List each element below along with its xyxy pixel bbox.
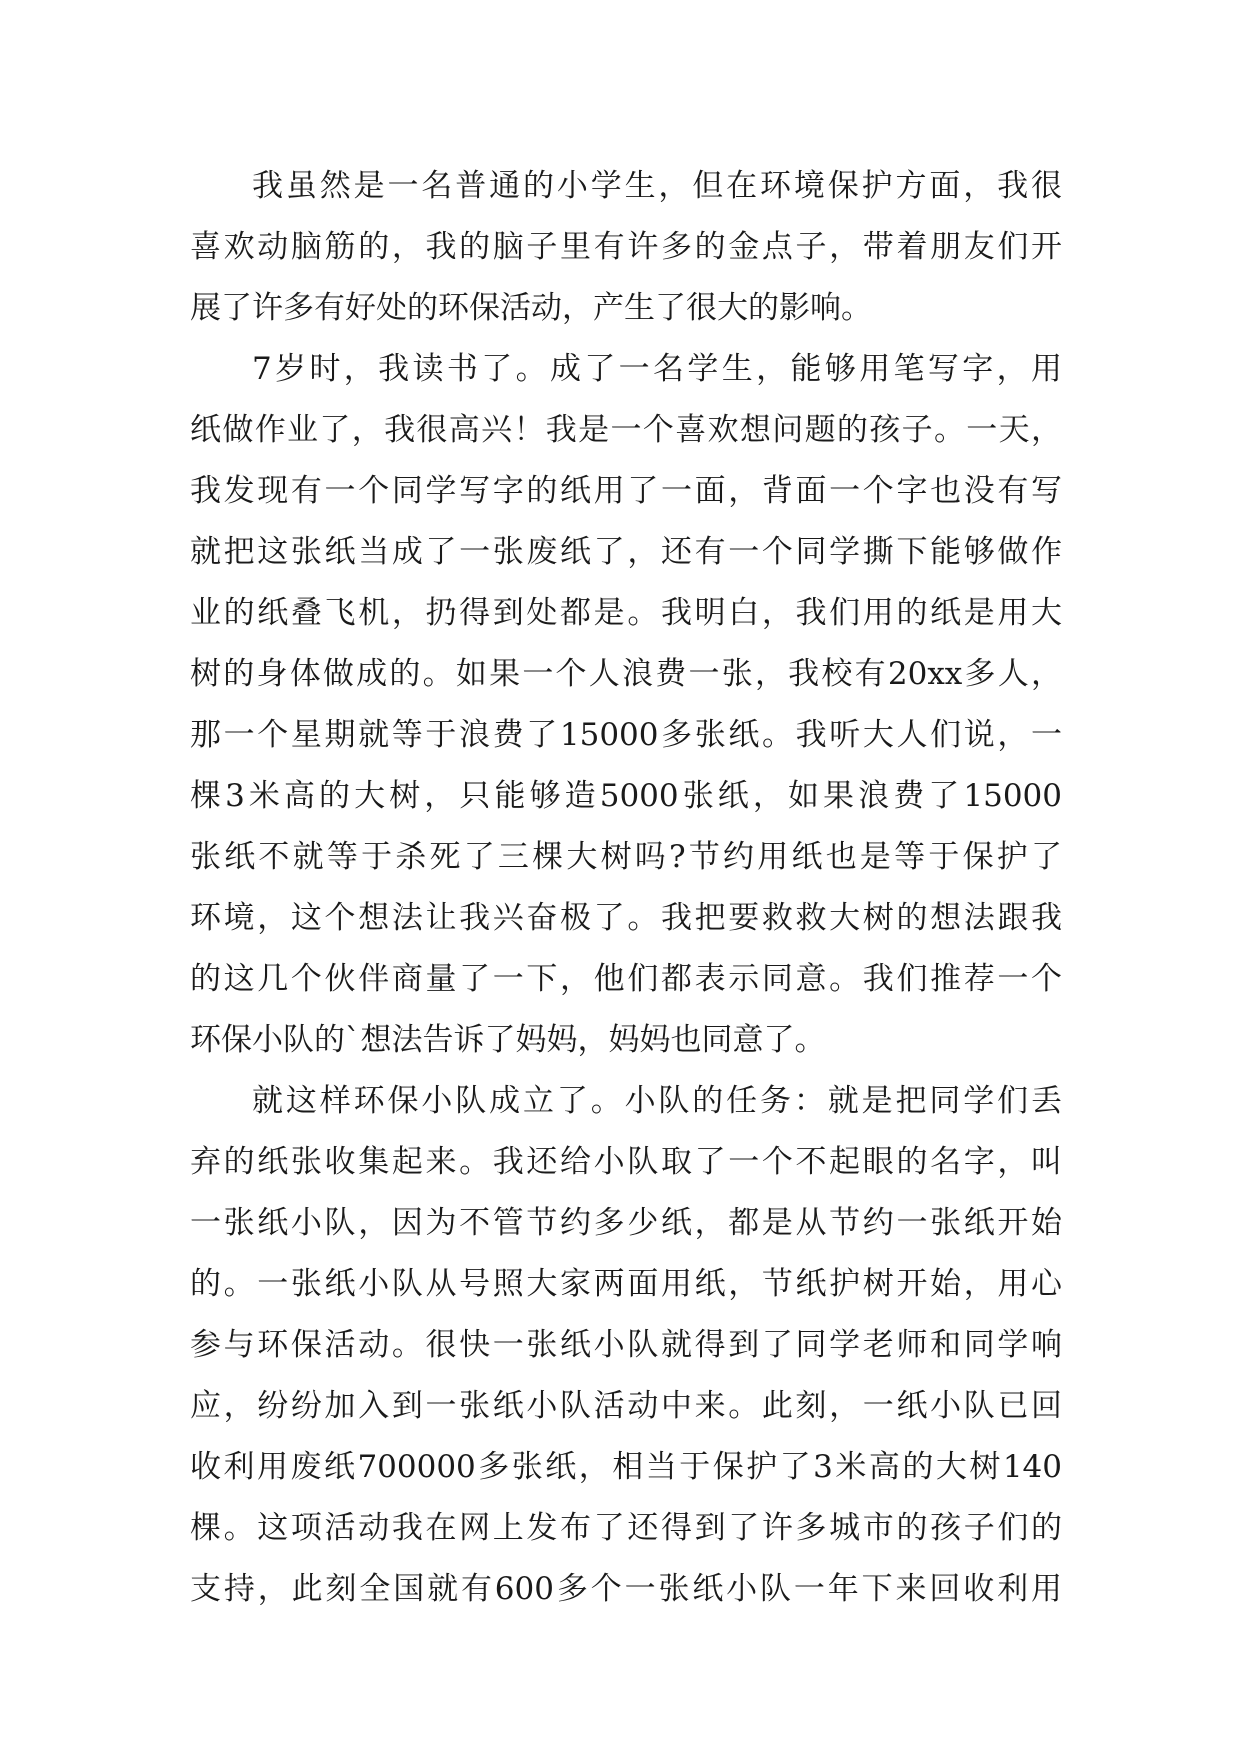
text-line: 环保小队的`想法告诉了妈妈，妈妈也同意了。 xyxy=(190,1022,826,1058)
text-line: 喜欢动脑筋的，我的脑子里有许多的金点子，带着朋友们开 xyxy=(190,229,1062,265)
text-line: 支持，此刻全国就有600多个一张纸小队一年下来回收利用 xyxy=(190,1571,1062,1607)
text-line: 我发现有一个同学写字的纸用了一面，背面一个字也没有写 xyxy=(190,473,1062,509)
text-line: 的。一张纸小队从号照大家两面用纸，节纸护树开始，用心 xyxy=(190,1266,1062,1302)
text-line: 收利用废纸700000多张纸，相当于保护了3米高的大树140 xyxy=(190,1449,1062,1485)
text-line: 一张纸小队，因为不管节约多少纸，都是从节约一张纸开始 xyxy=(190,1205,1062,1241)
text-line: 业的纸叠飞机，扔得到处都是。我明白，我们用的纸是用大 xyxy=(190,595,1062,631)
document-body xyxy=(190,156,1062,1620)
text-line: 的这几个伙伴商量了一下，他们都表示同意。我们推荐一个 xyxy=(190,961,1062,997)
text-line: 就这样环保小队成立了。小队的任务：就是把同学们丢 xyxy=(252,1083,1062,1119)
text-line: 我虽然是一名普通的小学生，但在环境保护方面，我很 xyxy=(252,168,1062,204)
text-line: 参与环保活动。很快一张纸小队就得到了同学老师和同学响 xyxy=(190,1327,1062,1363)
text-line: 棵。这项活动我在网上发布了还得到了许多城市的孩子们的 xyxy=(190,1510,1062,1546)
text-line: 树的身体做成的。如果一个人浪费一张，我校有20xx多人， xyxy=(190,656,1062,692)
text-line: 就把这张纸当成了一张废纸了，还有一个同学撕下能够做作 xyxy=(190,534,1062,570)
text-line: 棵3米高的大树，只能够造5000张纸，如果浪费了15000 xyxy=(190,778,1062,814)
text-line: 张纸不就等于杀死了三棵大树吗?节约用纸也是等于保护了 xyxy=(190,839,1062,875)
text-line: 环境，这个想法让我兴奋极了。我把要救救大树的想法跟我 xyxy=(190,900,1062,936)
text-line: 7岁时，我读书了。成了一名学生，能够用笔写字，用 xyxy=(252,351,1062,387)
text-line: 展了许多有好处的环保活动，产生了很大的影响。 xyxy=(190,290,872,326)
text-line: 应，纷纷加入到一张纸小队活动中来。此刻，一纸小队已回 xyxy=(190,1388,1062,1424)
text-line: 那一个星期就等于浪费了15000多张纸。我听大人们说，一 xyxy=(190,717,1062,753)
text-line: 纸做作业了，我很高兴！我是一个喜欢想问题的孩子。一天， xyxy=(190,412,1062,448)
text-line: 弃的纸张收集起来。我还给小队取了一个不起眼的名字，叫 xyxy=(190,1144,1062,1180)
